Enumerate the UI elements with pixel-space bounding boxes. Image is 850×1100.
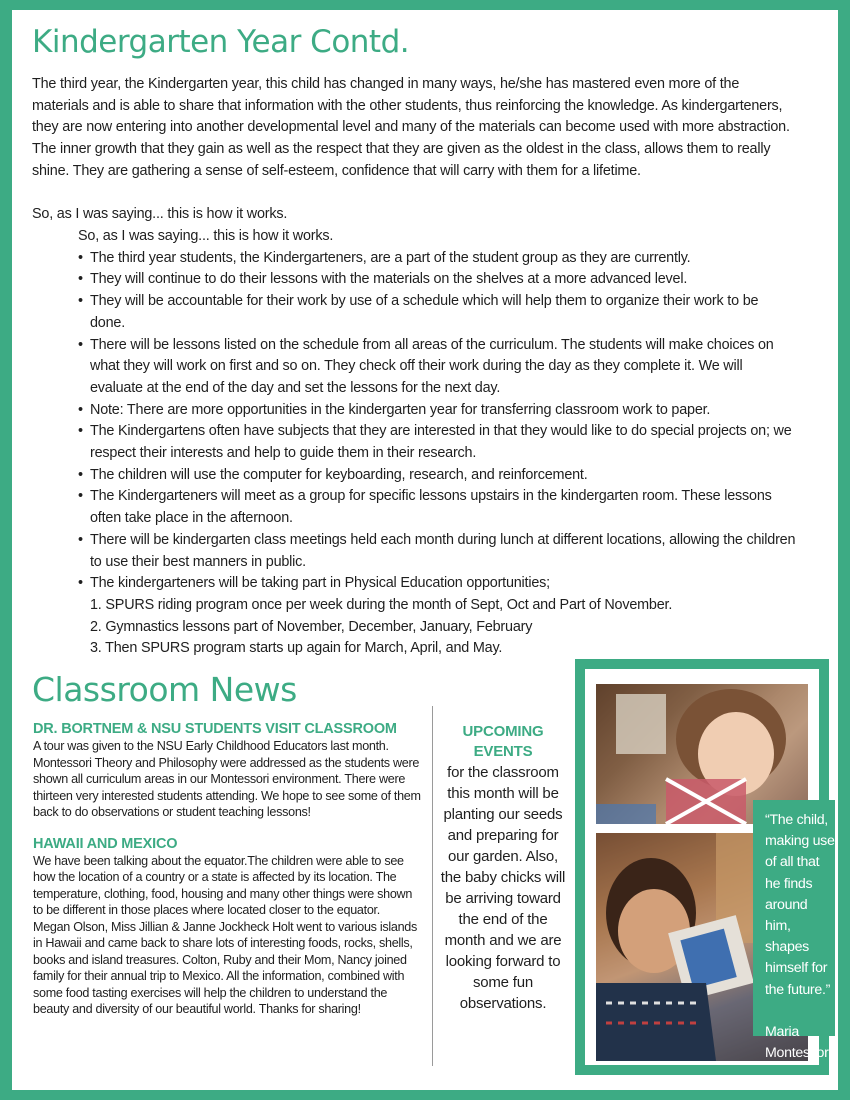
list-item: • The third year students, the Kindergarteners, are a part of the student group as they are currently. xyxy=(76,248,796,270)
quote-author: Maria Montessori xyxy=(765,1023,832,1062)
pe-item: 1. SPURS riding program once per week during the month of Sept, Oct and Part of November. xyxy=(90,596,673,613)
pe-item: 3. Then SPURS program starts up again for March, April, and May. xyxy=(90,640,503,657)
events-heading: UPCOMING EVENTS xyxy=(462,723,544,760)
list-item: • There will be lessons listed on the schedule from all areas of the curriculum. The students will make choices on what they will work on first and so on. They check off their work during the day as they complete it. We will evaluate at the end of the day and set the lessons for the next day. xyxy=(76,335,796,400)
upcoming-events xyxy=(438,722,568,1014)
list-item: • Note: There are more opportunities in the kindergarten year for transferring classroom work to paper. xyxy=(76,400,796,422)
bullet-list xyxy=(76,248,796,595)
news-body-visit: A tour was given to the NSU Early Childhood Educators last month. Montessori Theory and Philosophy were addressed as the students were shown all curriculum areas in our Montessori environment. There were thirteen very interested students attending. We hope to see some of them back to do observations or student teaching lessons! xyxy=(33,739,421,819)
list-lead: So, as I was saying... this is how it works. xyxy=(78,228,334,244)
pe-item: 2. Gymnastics lessons part of November, December, January, February xyxy=(90,618,533,635)
column-divider xyxy=(432,706,433,1066)
list-item: • They will be accountable for their work by use of a schedule which will help them to organize their work to be done. xyxy=(76,291,796,334)
newsletter-page xyxy=(12,10,838,1090)
section-title-classroom-news: Classroom News xyxy=(32,670,297,709)
list-item: • The children will use the computer for keyboarding, research, and reinforcement. xyxy=(76,465,796,487)
intro-paragraph: The third year, the Kindergarten year, this child has changed in many ways, he/she has mastered even more of the materials and is able to share that information with the other students, thus reinforcing the knowledge. As kindergarteners, they are now entering into another developmental level and many of the materials can become used with more abstraction. The inner growth that they gain as well as the respect that they are given as the oldest in the class, allows them to really shine. They are gathering a sense of self-esteem, confidence that will carry with them for a lifetime. xyxy=(32,76,790,179)
list-item: • They will continue to do their lessons with the materials on the shelves at a more advanced level. xyxy=(76,269,796,291)
quote-box xyxy=(753,800,835,1062)
list-item: • The Kindergartens often have subjects that they are interested in that they would like to do special projects on; we respect their interests and help to guide them in their research. xyxy=(76,421,796,464)
news-body-hawaii-1: We have been talking about the equator.The children were able to see how the location of a country or a state is affected by its location. The temperature, clothing, food, housing and many other things were shown to be different in those places where located closer to the equator. xyxy=(33,853,413,917)
list-item: • There will be kindergarten class meetings held each month during lunch at different locations, allowing the children to use their best manners in public. xyxy=(76,530,796,573)
page-title: Kindergarten Year Contd. xyxy=(32,24,410,60)
news-column xyxy=(33,720,425,1018)
news-body-hawaii-2: Megan Olson, Miss Jillian & Janne Jockheck Holt went to various islands in Hawaii and came back to share lots of interesting foods, rocks, shells, books and island treasures. Colton, Ruby and their Mom, Nancy joined family for their annual trip to Mexico. All the information, combined with some food tasting exercises will help the children to understand the beauty and diversity of our beautiful world. Thanks for sharing! xyxy=(33,919,417,1016)
list-item: • The Kindergarteners will meet as a group for specific lessons upstairs in the kindergarten room. These lessons often take place in the afternoon. xyxy=(76,486,796,529)
news-heading-visit: DR. BORTNEM & NSU STUDENTS VISIT CLASSROOM xyxy=(33,721,397,737)
pe-list xyxy=(76,595,796,660)
kindergarten-list xyxy=(76,226,796,660)
list-item: • The kindergarteners will be taking part in Physical Education opportunities; xyxy=(76,573,796,595)
quote-text: “The child, making use of all that he finds around him, shapes himself for the future.” xyxy=(765,812,835,998)
intro-aside: So, as I was saying... this is how it works. xyxy=(32,206,288,222)
events-body: for the classroom this month will be planting our seeds and preparing for our garden. Also, the baby chicks will be arriving toward the end of the month and we are looking forward to some fun observations. xyxy=(440,764,566,1012)
news-heading-hawaii: HAWAII AND MEXICO xyxy=(33,835,178,852)
